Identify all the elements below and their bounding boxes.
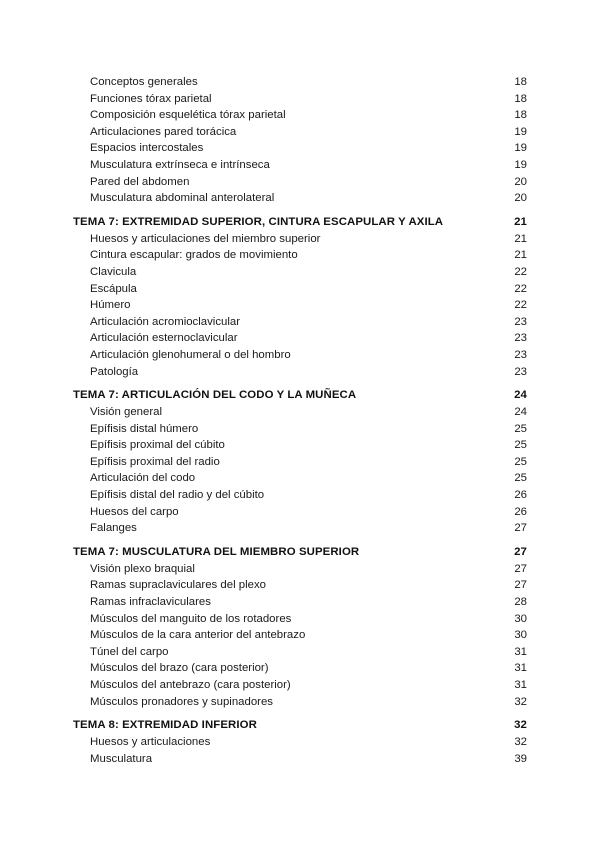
toc-entry-label: Composición esquelética tórax parietal — [90, 109, 286, 122]
toc-entry[interactable] — [73, 364, 527, 381]
toc-entry-page: 20 — [514, 192, 527, 205]
toc-entry-label: Ramas infraclaviculares — [90, 596, 211, 609]
toc-entry[interactable] — [73, 734, 527, 751]
toc-entry-label: Articulación esternoclavicular — [90, 332, 238, 345]
toc-entry-page: 23 — [514, 365, 527, 378]
toc-entry[interactable] — [73, 124, 527, 141]
toc-entry-label: Epífisis distal húmero — [90, 422, 199, 435]
toc-entry[interactable] — [73, 330, 527, 347]
toc-entry[interactable] — [73, 520, 527, 537]
toc-section-page: 27 — [514, 545, 527, 558]
toc-entry-page: 18 — [514, 76, 527, 88]
toc-section-codo-muneca — [73, 380, 527, 537]
toc-section-heading[interactable] — [73, 543, 527, 561]
toc-entry-label: Espacios intercostales — [90, 142, 204, 155]
toc-entry-page: 31 — [514, 679, 527, 691]
toc-entry[interactable] — [73, 611, 527, 628]
toc-section-heading[interactable] — [73, 386, 527, 404]
toc-entry-label: Epífisis proximal del radio — [90, 455, 220, 468]
toc-section-page: 21 — [514, 215, 527, 228]
toc-entry[interactable] — [73, 347, 527, 364]
toc-entry[interactable] — [73, 421, 527, 438]
toc-entry-page: 21 — [514, 249, 527, 262]
toc-entry-label: Músculos de la cara anterior del antebrazo — [90, 629, 306, 642]
toc-section-title: TEMA 8: EXTREMIDAD INFERIOR — [73, 719, 257, 732]
toc-entry[interactable] — [73, 247, 527, 264]
toc-entry-page: 31 — [514, 645, 527, 658]
toc-entry-label: Escápula — [90, 282, 137, 295]
toc-entry[interactable] — [73, 577, 527, 594]
toc-entry[interactable] — [73, 644, 527, 661]
toc-entry-page: 18 — [514, 92, 527, 105]
toc-entry-page: 18 — [514, 109, 527, 122]
table-of-contents — [73, 74, 527, 767]
intro-list — [73, 74, 527, 207]
toc-entry-label: Pared del abdomen — [90, 175, 190, 188]
toc-entry-label: Musculatura — [90, 752, 153, 765]
toc-entry-label: Huesos y articulaciones — [90, 736, 211, 749]
toc-entry[interactable] — [73, 660, 527, 677]
toc-section-heading[interactable] — [73, 213, 527, 231]
toc-section-title: TEMA 7: MUSCULATURA DEL MIEMBRO SUPERIOR — [73, 545, 360, 558]
toc-section-heading[interactable] — [73, 716, 527, 734]
toc-entry[interactable] — [73, 487, 527, 504]
toc-entry[interactable] — [73, 107, 527, 124]
toc-entry-label: Huesos y articulaciones del miembro superior — [90, 232, 321, 245]
toc-entry-page: 25 — [514, 472, 527, 485]
toc-entry-label: Articulación acromioclavicular — [90, 315, 241, 328]
toc-entry-label: Clavicula — [90, 265, 137, 278]
toc-entry-page: 25 — [514, 455, 527, 468]
toc-entry-label: Epífisis distal del radio y del cúbito — [90, 489, 265, 502]
toc-entry[interactable] — [73, 297, 527, 314]
toc-entry[interactable] — [73, 504, 527, 521]
toc-entry-label: Músculos del manguito de los rotadores — [90, 612, 292, 625]
toc-entry[interactable] — [73, 437, 527, 454]
toc-entry-label: Musculatura extrínseca e intrínseca — [90, 158, 270, 171]
toc-entry-page: 30 — [514, 612, 527, 625]
toc-entry-page: 27 — [514, 522, 527, 535]
toc-section-title: TEMA 7: ARTICULACIÓN DEL CODO Y LA MUÑECA — [73, 389, 357, 402]
toc-entry[interactable] — [73, 91, 527, 108]
toc-entry-page: 24 — [514, 406, 527, 419]
toc-entry-page: 32 — [514, 695, 527, 708]
toc-section-extremidad-inferior — [73, 710, 527, 767]
toc-section-musculatura-miembro-superior — [73, 537, 527, 710]
toc-entry-page: 26 — [514, 505, 527, 518]
toc-entry[interactable] — [73, 751, 527, 768]
toc-entry-label: Túnel del carpo — [90, 645, 169, 658]
toc-entry-page: 23 — [514, 332, 527, 345]
toc-entry-label: Musculatura abdominal anterolateral — [90, 192, 275, 205]
toc-entry-label: Funciones tórax parietal — [90, 92, 212, 105]
toc-entry[interactable] — [73, 470, 527, 487]
toc-entry-label: Huesos del carpo — [90, 505, 179, 518]
toc-entry[interactable] — [73, 74, 527, 91]
toc-entry[interactable] — [73, 314, 527, 331]
toc-entry-label: Articulación glenohumeral o del hombro — [90, 348, 291, 361]
toc-entry-label: Húmero — [90, 299, 131, 312]
toc-entry[interactable] — [73, 694, 527, 711]
toc-entry[interactable] — [73, 231, 527, 248]
toc-section-page: 32 — [514, 719, 527, 732]
toc-entry[interactable] — [73, 404, 527, 421]
toc-entry-page: 19 — [514, 125, 527, 138]
toc-entry-page: 26 — [514, 489, 527, 502]
toc-entry-label: Conceptos generales — [90, 76, 198, 88]
toc-entry-label: Patología — [90, 365, 139, 378]
toc-entry-page: 22 — [514, 299, 527, 312]
toc-entry-page: 22 — [514, 282, 527, 295]
toc-entry-label: Articulaciones pared torácica — [90, 125, 237, 138]
toc-entry-label: Visión plexo braquial — [90, 562, 195, 575]
toc-entry[interactable] — [73, 454, 527, 471]
toc-entry-label: Músculos del antebrazo (cara posterior) — [90, 679, 291, 691]
toc-entry-label: Epífisis proximal del cúbito — [90, 439, 225, 452]
toc-entry[interactable] — [73, 190, 527, 207]
toc-entry[interactable] — [73, 627, 527, 644]
toc-entry-page: 25 — [514, 422, 527, 435]
toc-entry[interactable] — [73, 561, 527, 578]
toc-entry-page: 19 — [514, 158, 527, 171]
toc-entry[interactable] — [73, 281, 527, 298]
toc-entry-label: Ramas supraclaviculares del plexo — [90, 579, 267, 592]
toc-entry-page: 31 — [514, 662, 527, 675]
toc-entry-label: Músculos pronadores y supinadores — [90, 695, 273, 708]
toc-entry-page: 19 — [514, 142, 527, 155]
toc-entry-label: Visión general — [90, 406, 162, 419]
toc-section-title: TEMA 7: EXTREMIDAD SUPERIOR, CINTURA ESCAPULAR Y AXILA — [73, 215, 444, 228]
toc-entry-page: 39 — [514, 752, 527, 765]
toc-entry-page: 25 — [514, 439, 527, 452]
toc-entry[interactable] — [73, 157, 527, 174]
toc-section-page: 24 — [514, 389, 527, 402]
toc-entry-page: 27 — [514, 562, 527, 575]
toc-entry-page: 27 — [514, 579, 527, 592]
toc-entry-page: 23 — [514, 315, 527, 328]
toc-entry-label: Articulación del codo — [90, 472, 196, 485]
toc-entry[interactable] — [73, 677, 527, 694]
toc-entry[interactable] — [73, 140, 527, 157]
toc-entry-label: Cintura escapular: grados de movimiento — [90, 249, 298, 262]
toc-entry-label: Músculos del brazo (cara posterior) — [90, 662, 269, 675]
toc-entry-page: 21 — [514, 232, 527, 245]
toc-entry-page: 20 — [514, 175, 527, 188]
toc-entry-page: 32 — [514, 736, 527, 749]
toc-entry-page: 22 — [514, 265, 527, 278]
toc-entry[interactable] — [73, 594, 527, 611]
toc-entry-page: 23 — [514, 348, 527, 361]
toc-entry-label: Falanges — [90, 522, 137, 535]
toc-section-extremidad-superior — [73, 207, 527, 380]
toc-entry-page: 30 — [514, 629, 527, 642]
toc-entry[interactable] — [73, 174, 527, 191]
toc-entry[interactable] — [73, 264, 527, 281]
toc-entry-page: 28 — [514, 596, 527, 609]
